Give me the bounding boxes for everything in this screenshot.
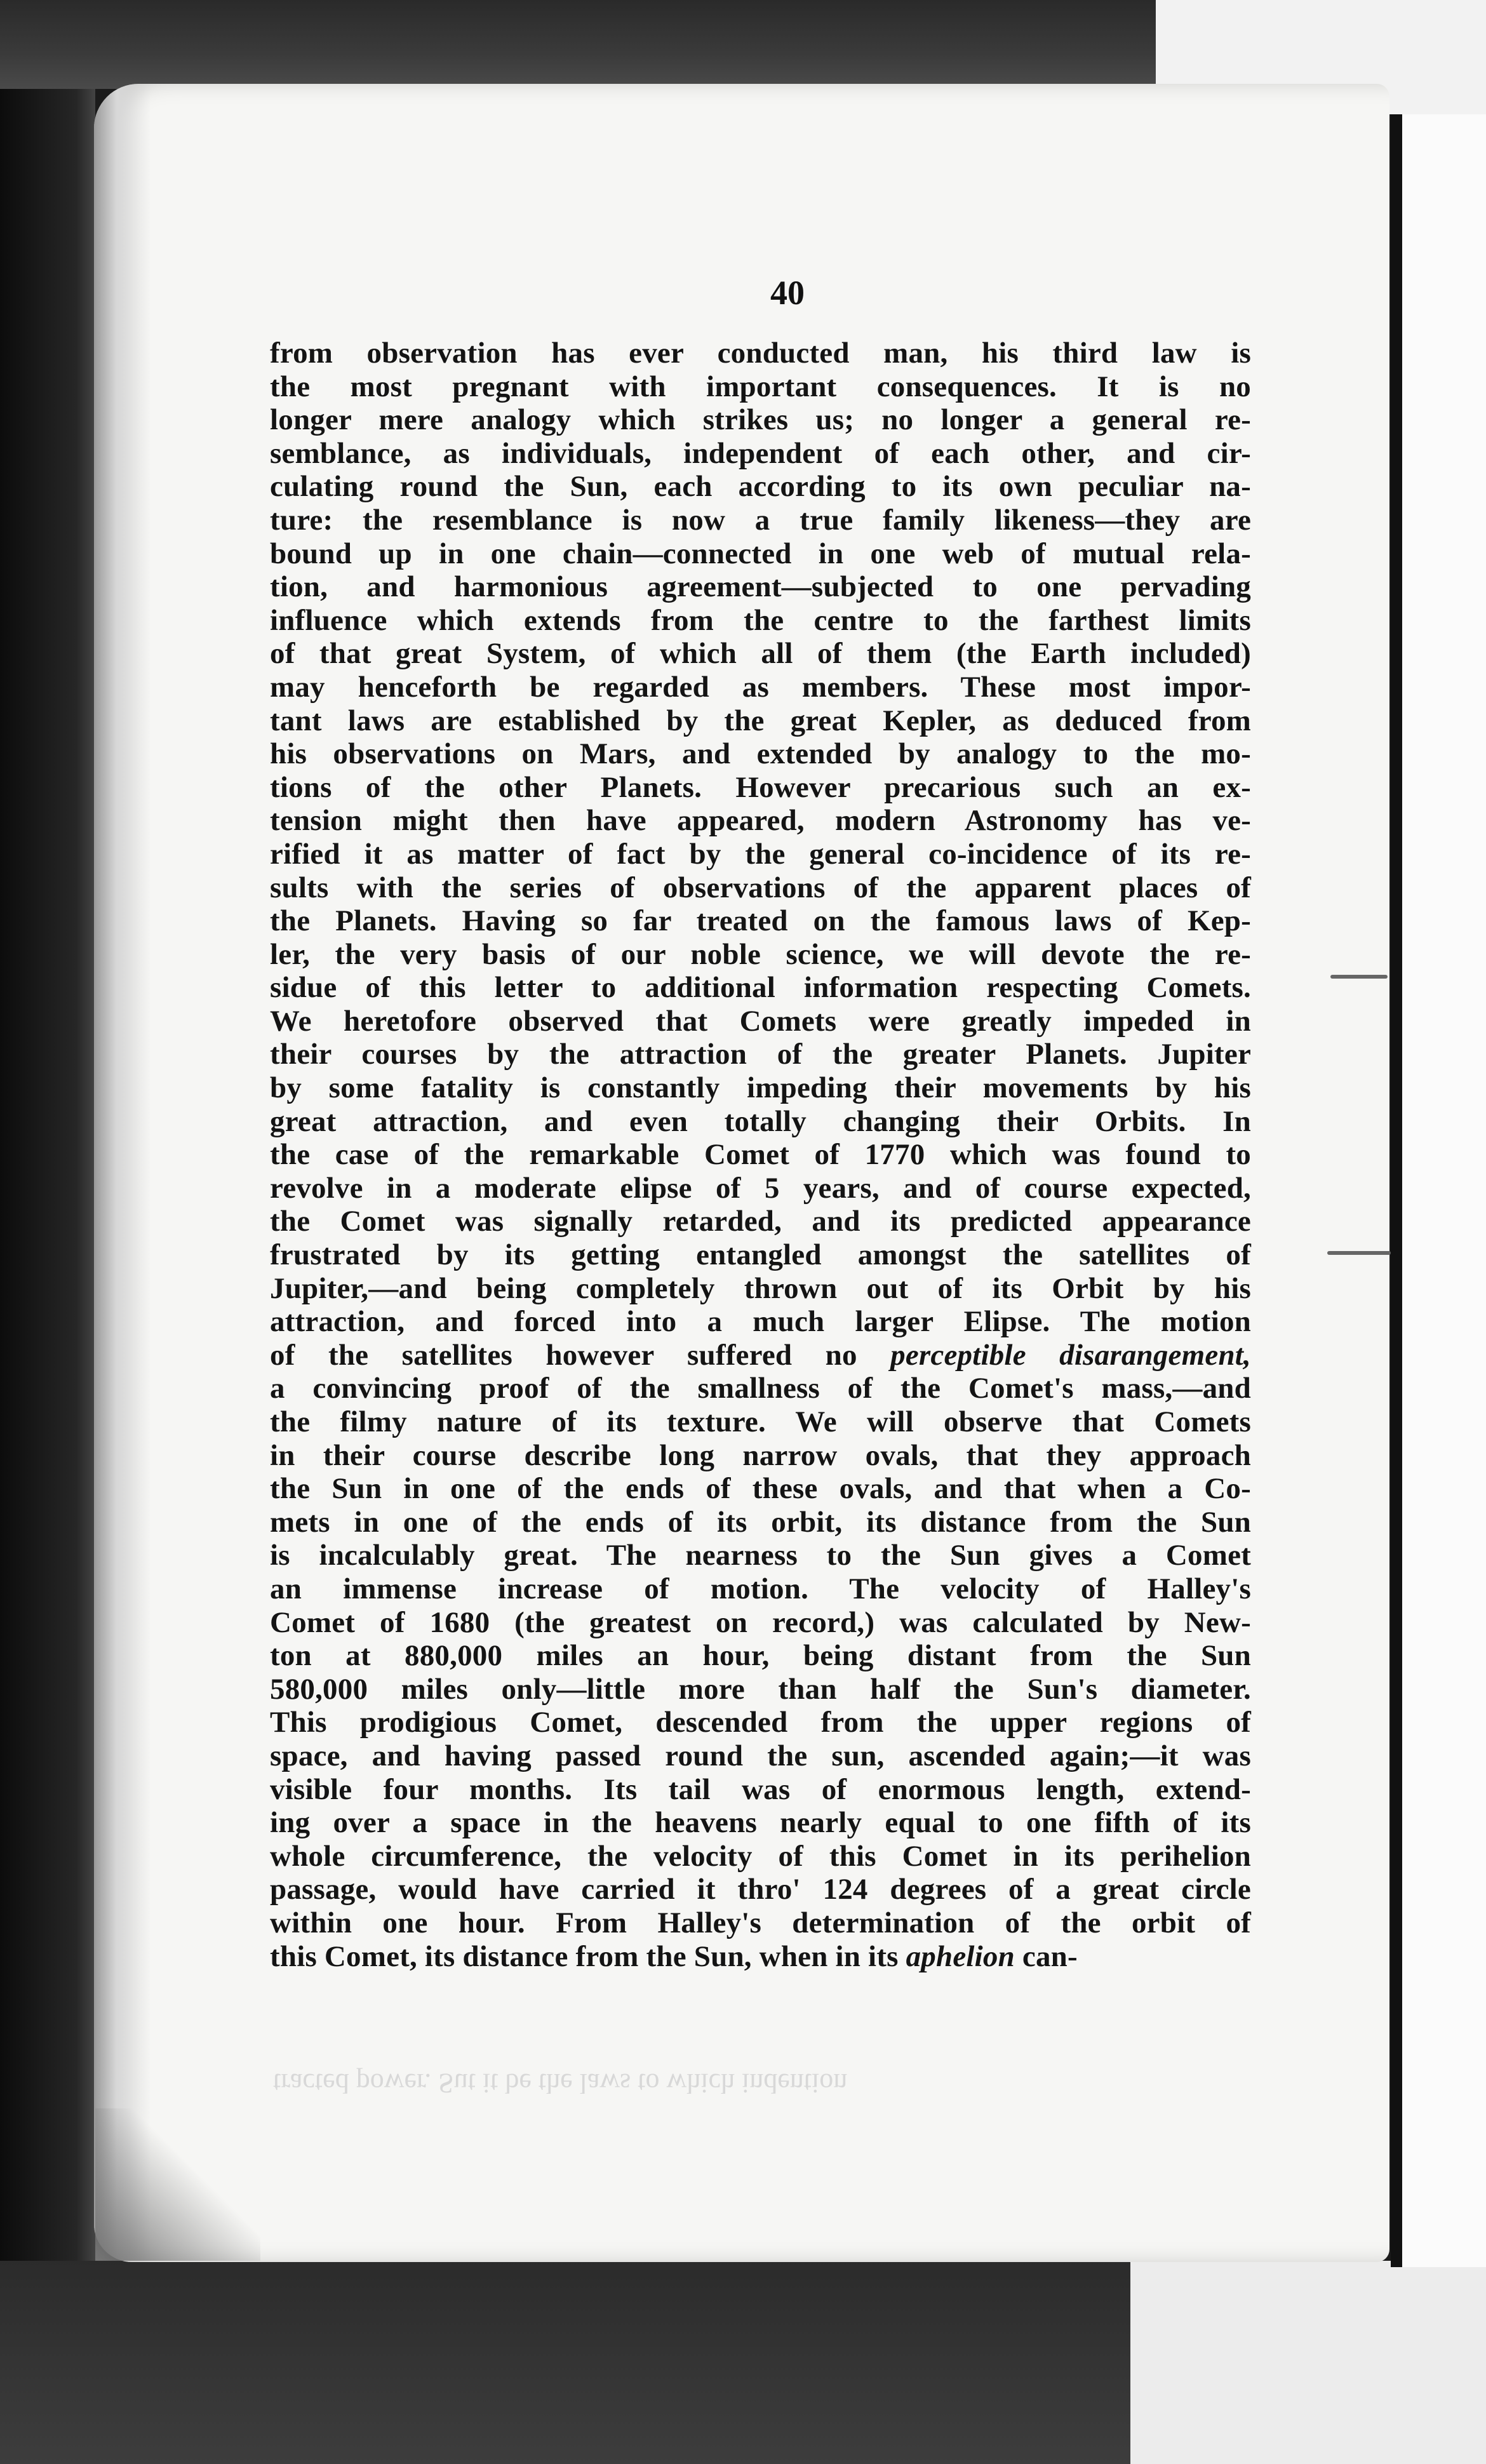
text-line: Jupiter,—and being completely thrown out of its Orbit by his	[270, 1271, 1251, 1305]
text-line: passage, would have carried it thro' 124 degrees of a great circle	[270, 1873, 1251, 1906]
text-line: the filmy nature of its texture. We will observe that Comets	[270, 1405, 1251, 1438]
text-line: in their course describe long narrow ovals, that they approach	[270, 1438, 1251, 1472]
text-line: frustrated by its getting entangled amongst the satellites of	[270, 1238, 1251, 1272]
text-line: the Sun in one of the ends of these ovals, and that when a Co-	[270, 1472, 1251, 1506]
bleed-through-text: tracted power. Sut it be the laws to which indention	[273, 2068, 848, 2099]
scan-left-border	[0, 0, 95, 2464]
text-line: from observation has ever conducted man, his third law is	[270, 337, 1251, 370]
text-line: tions of the other Planets. However precarious such an ex-	[270, 770, 1251, 804]
page-corner-shadow	[95, 2108, 260, 2261]
italic-word: aphelion	[906, 1939, 1015, 1973]
text-line: visible four months. Its tail was of enormous length, extend-	[270, 1772, 1251, 1806]
text-line: tion, and harmonious agreement—subjected to one pervading	[270, 570, 1251, 604]
text-line: space, and having passed round the sun, ascended again;—it was	[270, 1739, 1251, 1772]
body-text	[270, 337, 1251, 1973]
text-line: within one hour. From Halley's determination of the orbit of	[270, 1906, 1251, 1939]
text-line: whole circumference, the velocity of this Comet in its perihelion	[270, 1839, 1251, 1873]
text-line: sidue of this letter to additional information respecting Comets.	[270, 971, 1251, 1005]
text-line: by some fatality is constantly impeding their movements by his	[270, 1071, 1251, 1105]
text-line: great attraction, and even totally changing their Orbits. In	[270, 1104, 1251, 1138]
text-line: tant laws are established by the great Kepler, as deduced from	[270, 704, 1251, 737]
text-line: of that great System, of which all of them (the Earth included)	[270, 637, 1251, 671]
text-line: revolve in a moderate elipse of 5 years, and of course expected,	[270, 1171, 1251, 1205]
margin-mark	[1327, 1251, 1391, 1255]
margin-mark	[1330, 975, 1388, 979]
text-line: 580,000 miles only—little more than half the Sun's diameter.	[270, 1672, 1251, 1706]
text-line: ture: the resemblance is now a true family likeness—they are	[270, 503, 1251, 537]
text-line: the Comet was signally retarded, and its predicted appearance	[270, 1205, 1251, 1238]
text-line: ton at 880,000 miles an hour, being distant from the Sun	[270, 1639, 1251, 1673]
text-line: mets in one of the ends of its orbit, its distance from the Sun	[270, 1505, 1251, 1539]
text-line: attraction, and forced into a much larger Elipse. The motion	[270, 1305, 1251, 1339]
text-line: rified it as matter of fact by the general co-incidence of its re-	[270, 837, 1251, 871]
text-line: longer mere analogy which strikes us; no longer a general re-	[270, 403, 1251, 437]
text-line: a convincing proof of the smallness of the Comet's mass,—and	[270, 1372, 1251, 1405]
scan-bottom-right-background	[1130, 2261, 1486, 2464]
text-line: ler, the very basis of our noble science, we will devote the re-	[270, 937, 1251, 971]
text-line: culating round the Sun, each according to its own peculiar na-	[270, 470, 1251, 504]
text-line: Comet of 1680 (the greatest on record,) was calculated by New-	[270, 1605, 1251, 1639]
text-fragment: can-	[1014, 1939, 1078, 1973]
italic-phrase: perceptible disarangement,	[890, 1338, 1251, 1372]
text-line-with-italic	[270, 1940, 1251, 1974]
text-fragment: this Comet, its distance from the Sun, when in its	[270, 1939, 906, 1973]
text-line: their courses by the attraction of the greater Planets. Jupiter	[270, 1038, 1251, 1071]
text-line: bound up in one chain—connected in one web of mutual rela-	[270, 537, 1251, 570]
adjacent-page-edge	[1391, 114, 1486, 2267]
text-line: ing over a space in the heavens nearly equal to one fifth of its	[270, 1806, 1251, 1840]
page-binding-shadow	[94, 84, 151, 2262]
text-line: his observations on Mars, and extended by analogy to the mo-	[270, 737, 1251, 771]
text-line: sults with the series of observations of the apparent places of	[270, 871, 1251, 904]
text-line: We heretofore observed that Comets were greatly impeded in	[270, 1004, 1251, 1038]
text-line: the most pregnant with important consequences. It is no	[270, 370, 1251, 403]
text-line: semblance, as individuals, independent of each other, and cir-	[270, 436, 1251, 470]
text-line: is incalculably great. The nearness to the Sun gives a Comet	[270, 1539, 1251, 1572]
text-line: may henceforth be regarded as members. These most impor-	[270, 670, 1251, 704]
text-fragment: of the satellites however suffered no	[270, 1338, 891, 1372]
text-line: an immense increase of motion. The velocity of Halley's	[270, 1572, 1251, 1605]
text-line: influence which extends from the centre to the farthest limits	[270, 603, 1251, 637]
text-line-with-italic	[270, 1339, 1251, 1372]
text-line: tension might then have appeared, modern Astronomy has ve-	[270, 804, 1251, 838]
text-line: the Planets. Having so far treated on the famous laws of Kep-	[270, 904, 1251, 938]
text-line: the case of the remarkable Comet of 1770 which was found to	[270, 1138, 1251, 1172]
page-number: 40	[770, 274, 805, 312]
text-line: This prodigious Comet, descended from the upper regions of	[270, 1706, 1251, 1739]
